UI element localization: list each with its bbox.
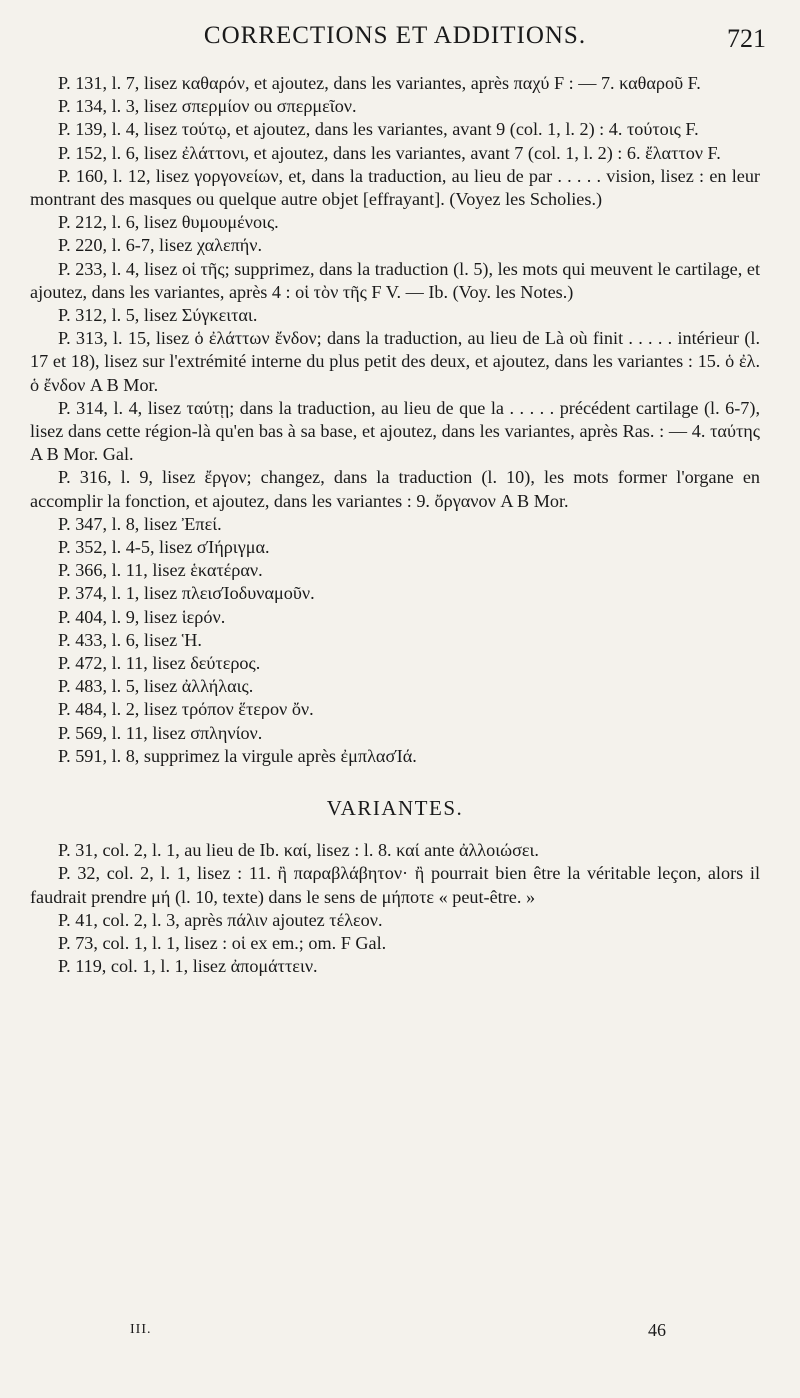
correction-entry: P. 374, l. 1, lisez πλεισΊοδυναμοῦν.: [58, 583, 315, 604]
correction-entry: P. 233, l. 4, lisez οἱ τῆς; supprimez, dans la traduction (l. 5), les mots qui meuvent le cartilage, et ajoutez, dans les variantes, après 4 : οἱ τὸν τῆς F V. — Ib. (Voy. les Notes.): [30, 258, 760, 302]
variants-list: [30, 839, 760, 978]
variants-heading: VARIANTES.: [326, 796, 464, 821]
sheet-number: 46: [648, 1320, 666, 1340]
correction-entry: P. 484, l. 2, lisez τρόπον ἕτερον ὄν.: [58, 699, 314, 720]
variant-entry: P. 31, col. 2, l. 1, au lieu de Ib. καί, lisez : l. 8. καί ante ἀλλοιώσει.: [58, 840, 539, 861]
variant-entry: P. 73, col. 1, l. 1, lisez : οἱ ex em.; om. F Gal.: [58, 932, 387, 953]
correction-entry: P. 314, l. 4, lisez ταύτῃ; dans la traduction, au lieu de que la . . . . . précédent cartilage (l. 6-7), lisez dans cette région-là qu'en bas à sa base, et ajoutez, dans les variantes, après Ras. : — 4. ταύτης A B Mor. Gal.: [30, 397, 760, 465]
variant-entry: P. 119, col. 1, l. 1, lisez ἀπομάττειν.: [58, 956, 318, 977]
correction-entry: P. 569, l. 11, lisez σπληνίον.: [58, 722, 263, 743]
correction-entry: P. 160, l. 12, lisez γοργονείων, et, dans la traduction, au lieu de par . . . . . vision, lisez : en leur montrant des masques ou quelque autre objet [effrayant]. (Voyez les Scholies.): [30, 165, 760, 210]
corrections-list: [30, 72, 760, 768]
correction-entry: P. 131, l. 7, lisez καθαρόν, et ajoutez, dans les variantes, après παχύ F : — 7. καθαροῦ F.: [58, 73, 701, 93]
correction-entry: P. 212, l. 6, lisez θυμουμένοις.: [58, 212, 279, 233]
variant-entry: P. 32, col. 2, l. 1, lisez : 11. ἢ παραβλάβητον· ἢ pourrait bien être la véritable leçon, alors il faudrait prendre μή (l. 10, texte) dans le sens de μήποτε « peut-être. »: [30, 863, 760, 907]
running-title: CORRECTIONS ET ADDITIONS.: [203, 22, 587, 49]
correction-entry: P. 472, l. 11, lisez δεύτερος.: [58, 653, 261, 674]
page-number: 721: [727, 24, 766, 53]
correction-entry: P. 312, l. 5, lisez Σύγκειται.: [58, 305, 258, 326]
correction-entry: P. 152, l. 6, lisez ἐλάττονι, et ajoutez, dans les variantes, avant 7 (col. 1, l. 2) : 6. ἔλαττον F.: [58, 142, 721, 163]
correction-entry: P. 433, l. 6, lisez Ἡ.: [58, 629, 202, 650]
correction-entry: P. 404, l. 9, lisez ἱερόν.: [58, 606, 226, 627]
correction-entry: P. 347, l. 8, lisez Ἐπεί.: [58, 513, 222, 534]
correction-entry: P. 483, l. 5, lisez ἀλλήλαις.: [58, 676, 254, 697]
correction-entry: P. 313, l. 15, lisez ὁ ἐλάττων ἔνδον; dans la traduction, au lieu de Là où finit . . . . . intérieur (l. 17 et 18), lisez sur l'extrémité interne du plus petit des deux, et ajoutez, dans les variantes : 15. ὁ ἐλ. ὁ ἔνδον A B Mor.: [30, 328, 760, 395]
variant-entry: P. 41, col. 2, l. 3, après πάλιν ajoutez τέλεον.: [58, 909, 383, 930]
signature-mark: III.: [130, 1322, 152, 1337]
correction-entry: P. 352, l. 4-5, lisez σΊήριγμα.: [58, 537, 270, 558]
correction-entry: P. 591, l. 8, supprimez la virgule après ἐμπλασΊά.: [58, 745, 417, 766]
page-header: [30, 22, 766, 53]
page-footer: [0, 1322, 800, 1346]
correction-entry: P. 139, l. 4, lisez τούτῳ, et ajoutez, dans les variantes, avant 9 (col. 1, l. 2) : 4. τούτοις F.: [58, 119, 699, 140]
correction-entry: P. 316, l. 9, lisez ἔργον; changez, dans la traduction (l. 10), les mots former l'organe en accomplir la fonction, et ajoutez, dans les variantes : 9. ὄργανον A B Mor.: [30, 467, 760, 511]
correction-entry: P. 366, l. 11, lisez ἑκατέραν.: [58, 560, 263, 581]
correction-entry: P. 220, l. 6-7, lisez χαλεπήν.: [58, 235, 263, 256]
correction-entry: P. 134, l. 3, lisez σπερμίον ou σπερμεῖον.: [58, 96, 357, 117]
